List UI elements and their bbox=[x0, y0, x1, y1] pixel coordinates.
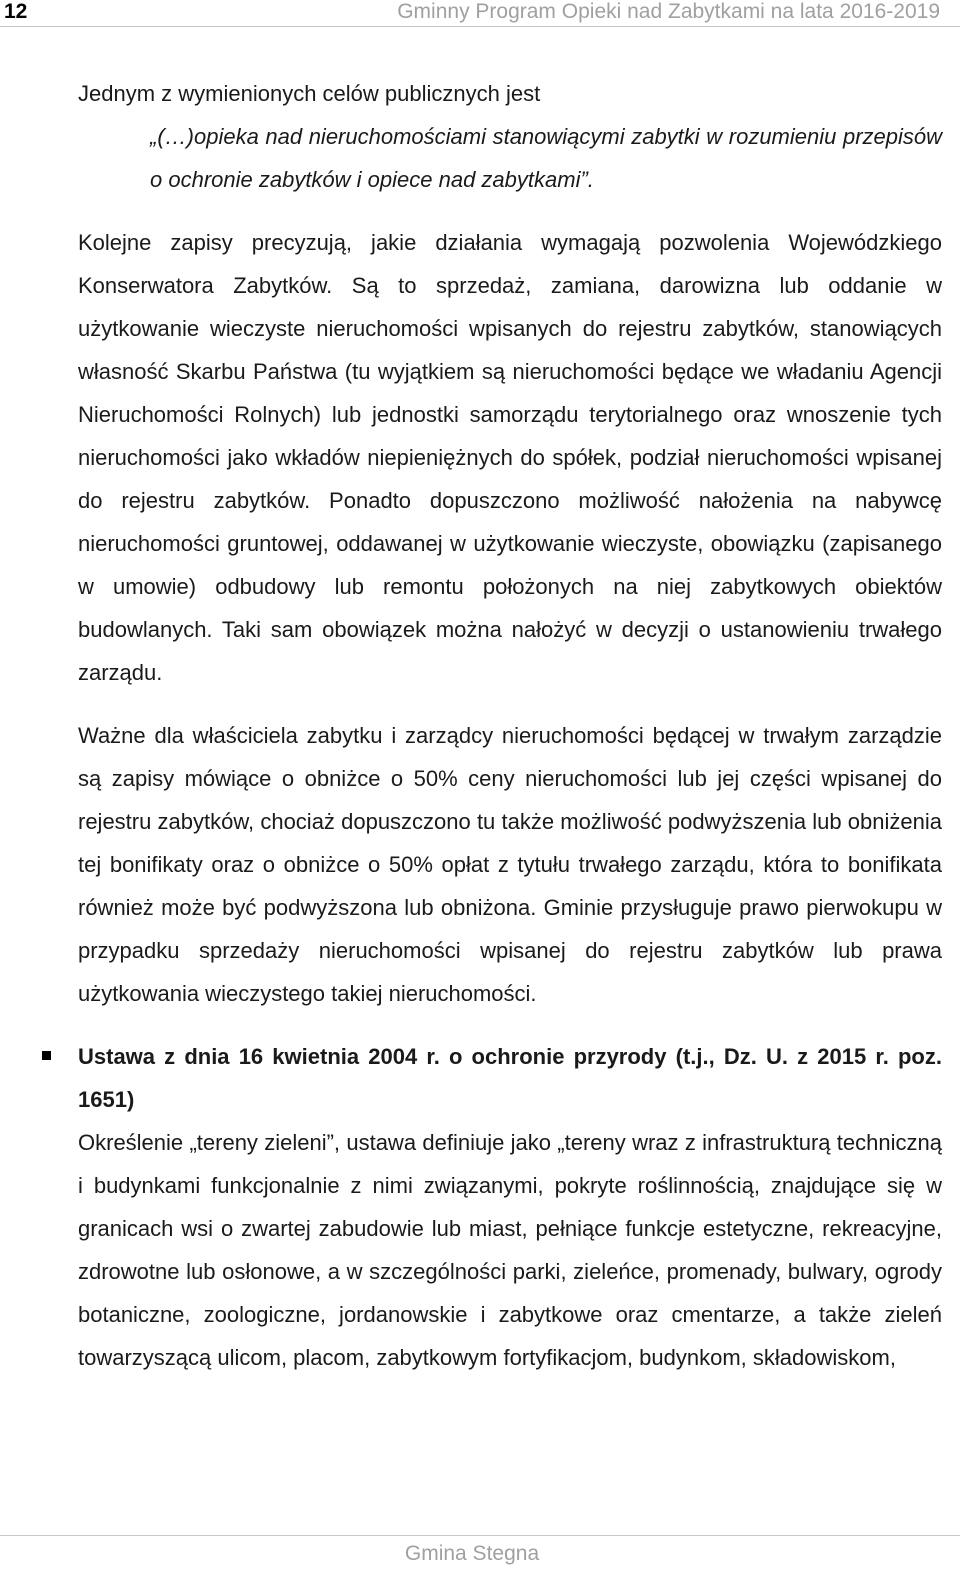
page-number: 12 bbox=[4, 0, 28, 23]
paragraph-green-areas: Określenie „tereny zieleni”, ustawa definiuje jako „tereny wraz z infrastrukturą techniczną i budynkami funkcjonalnie z nimi związanymi, pokryte roślinnością, znajdujące się w granicach wsi o zwartej zabudowie lub miast, pełniące funkcje estetyczne, rekreacyjne, zdrowotne lub osłonowe, a w szczególności parki, zieleńce, promenady, bulwary, ogrody botaniczne, zoologiczne, jordanowskie i zabytkowe oraz cmentarze, a także zieleń towarzyszącą ulicom, placom, zabytkowym fortyfikacjom, budynkom, składowiskom, bbox=[78, 1130, 942, 1370]
page-footer bbox=[0, 1535, 960, 1581]
quote-intro: Jednym z wymienionych celów publicznych jest bbox=[78, 81, 541, 106]
square-bullet-icon bbox=[42, 1051, 51, 1060]
page-content bbox=[78, 72, 942, 1379]
paragraph-discounts: Ważne dla właściciela zabytku i zarządcy nieruchomości będącej w trwałym zarządzie są zapisy mówiące o obniżce o 50% ceny nieruchomości lub jej części wpisanej do rejestru zabytków, chociaż dopuszczono tu także możliwość podwyższenia lub obniżenia tej bonifikaty oraz o obniżce o 50% opłat z tytułu trwałego zarządu, która to bonifikata również może być podwyższona lub obniżona. Gminie przysługuje prawo pierwokupu w przypadku sprzedaży nieruchomości wpisanej do rejestru zabytków lub prawa użytkowania wieczystego takiej nieruchomości. bbox=[78, 723, 942, 1006]
document-title: Gminny Program Opieki nad Zabytkami na lata 2016-2019 bbox=[397, 0, 940, 23]
legal-quote: „(…)opieka nad nieruchomościami stanowiącymi zabytki w rozumieniu przepisów o ochronie zabytków i opiece nad zabytkami”. bbox=[150, 124, 942, 192]
footer-text: Gmina Stegna bbox=[404, 1542, 540, 1565]
page-header bbox=[0, 0, 960, 27]
paragraph-permits: Kolejne zapisy precyzują, jakie działania wymagają pozwolenia Wojewódzkiego Konserwatora Zabytków. Są to sprzedaż, zamiana, darowizna lub oddanie w użytkowanie wieczyste nieruchomości wpisanych do rejestru zabytków, stanowiących własność Skarbu Państwa (tu wyjątkiem są nieruchomości będące we władaniu Agencji Nieruchomości Rolnych) lub jednostki samorządu terytorialnego oraz wnoszenie tych nieruchomości jako wkładów niepieniężnych do spółek, podział nieruchomości wpisanej do rejestru zabytków. Ponadto dopuszczono możliwość nałożenia na nabywcę nieruchomości gruntowej, oddawanej w użytkowanie wieczyste, obowiązku (zapisanego w umowie) odbudowy lub remontu położonych na niej zabytkowych obiektów budowlanych. Taki sam obowiązek można nałożyć w decyzji o ustanowieniu trwałego zarządu. bbox=[78, 230, 942, 685]
act-heading-text: Ustawa z dnia 16 kwietnia 2004 r. o ochronie przyrody (t.j., Dz. U. z 2015 r. poz. 1651) bbox=[78, 1044, 942, 1112]
act-heading bbox=[78, 1035, 942, 1121]
